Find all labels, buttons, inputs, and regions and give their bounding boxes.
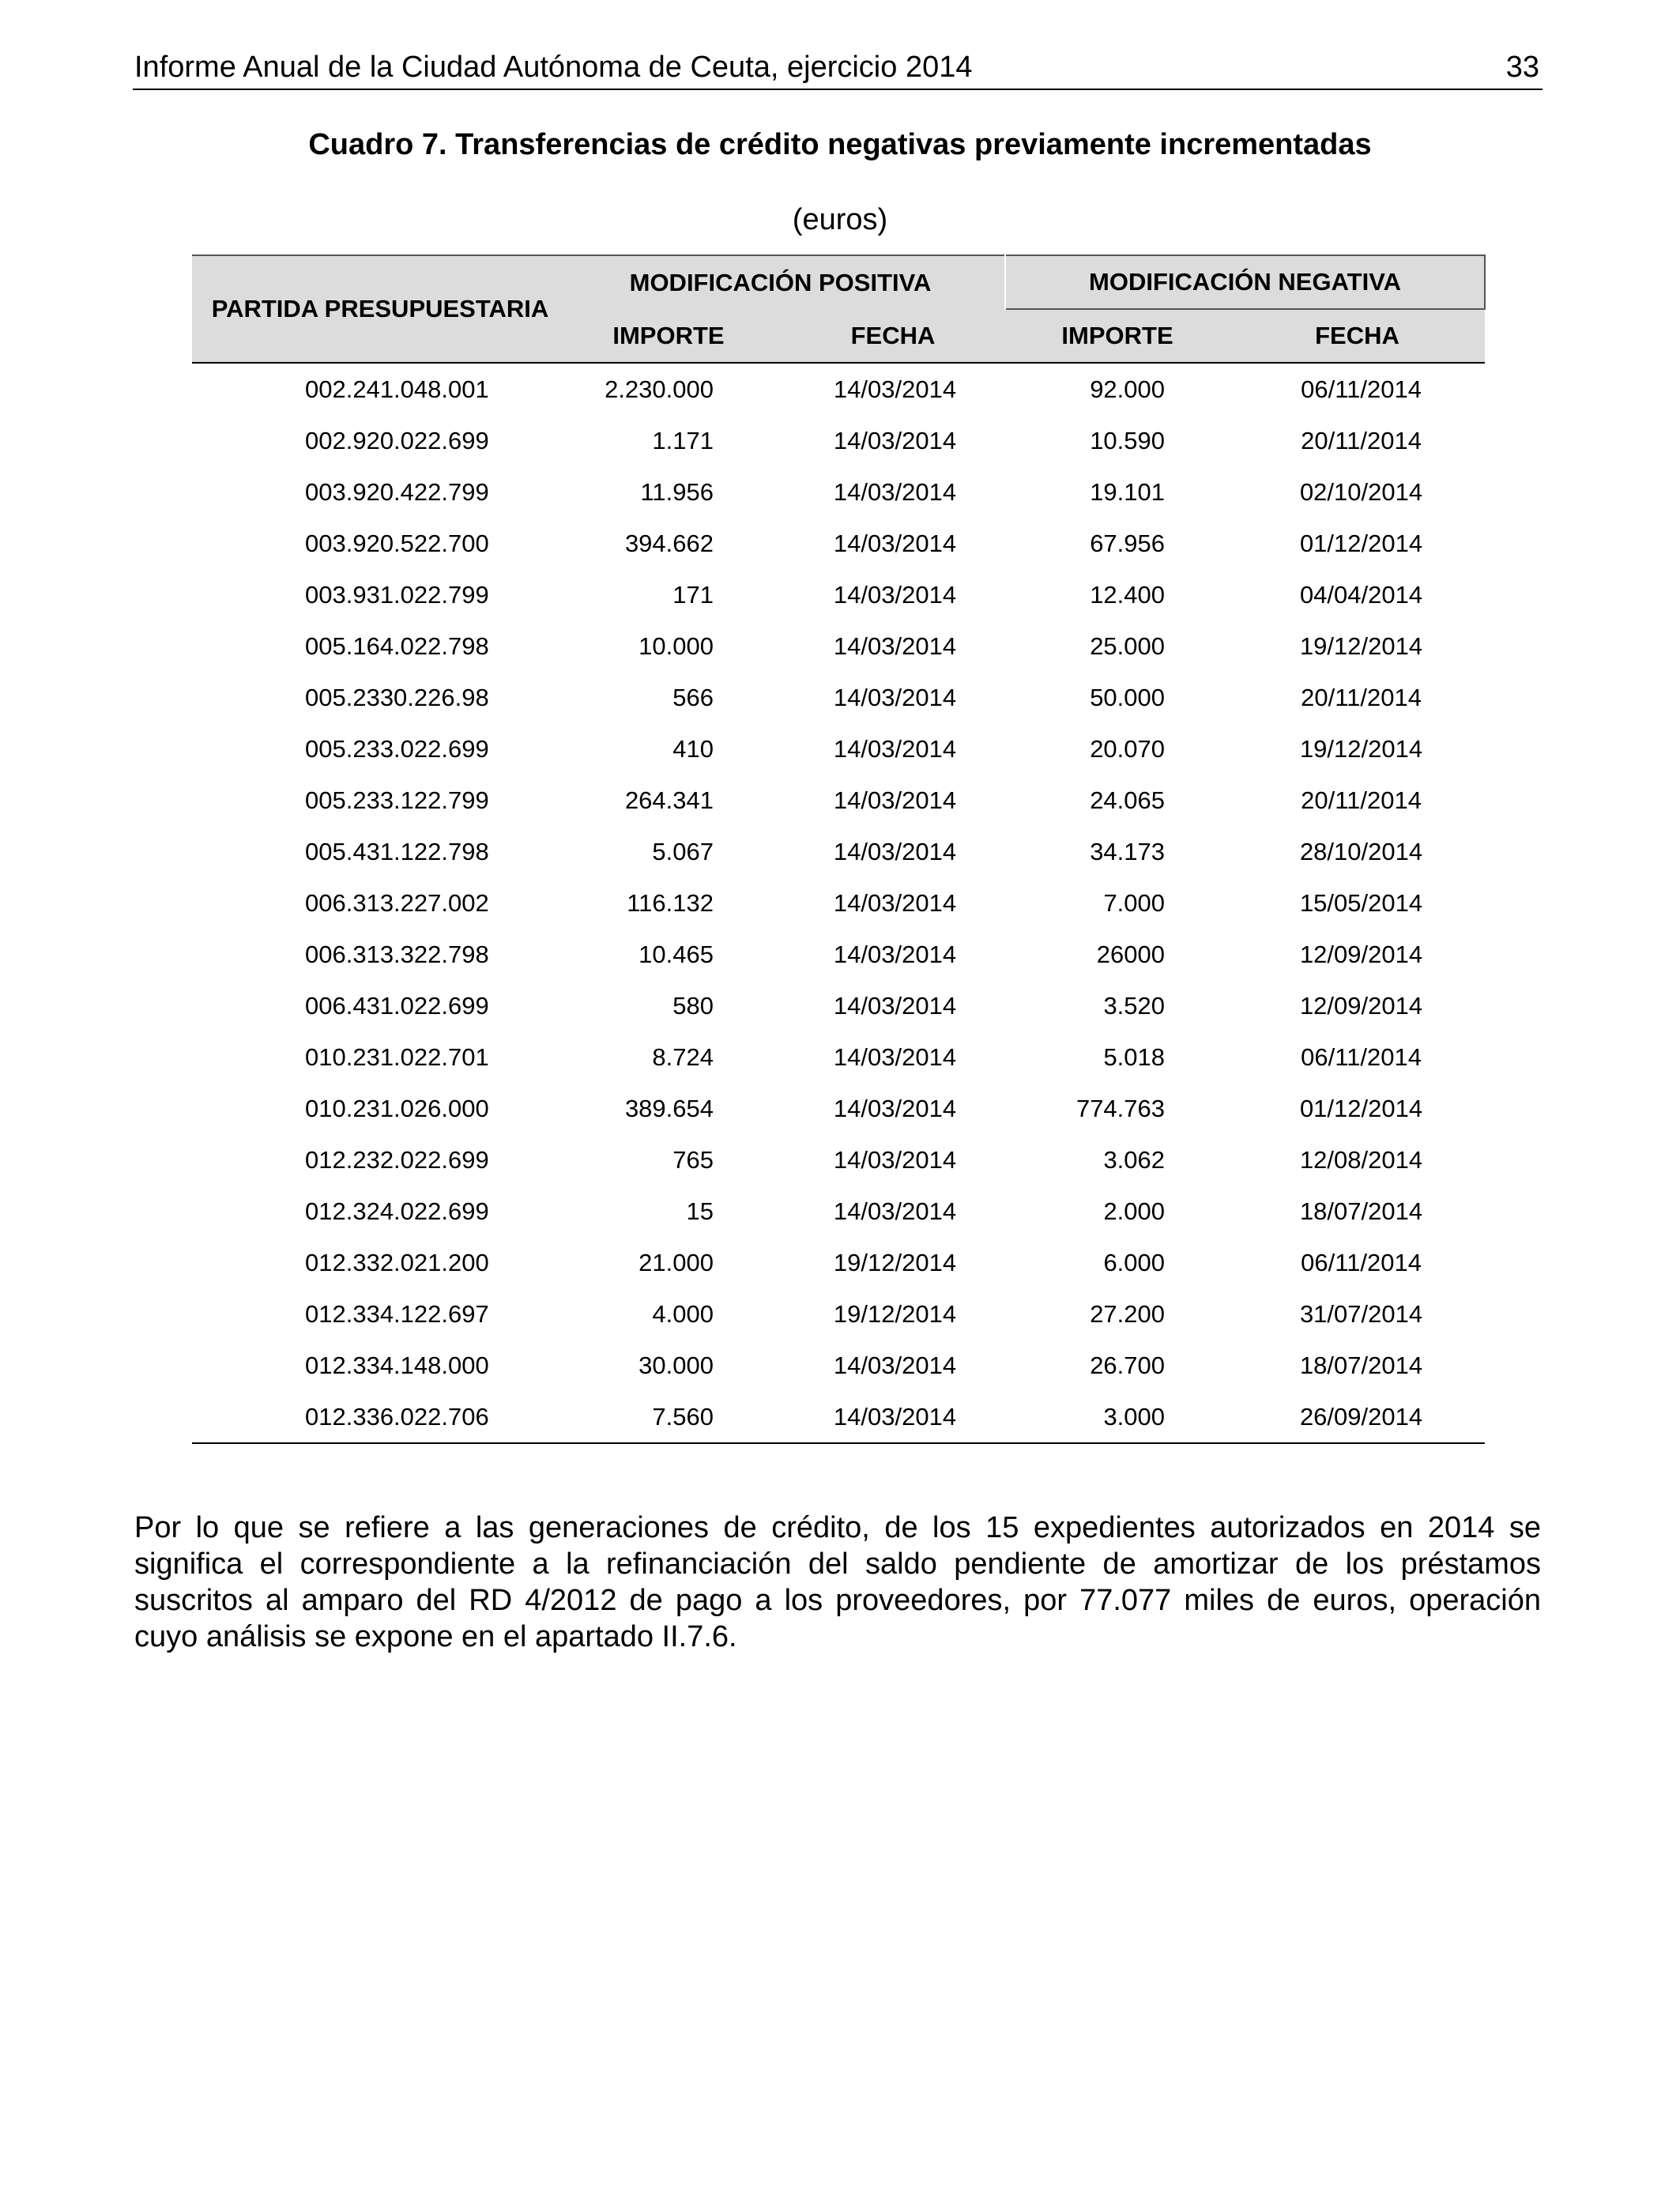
cell-partida: 005.431.122.798 [305, 837, 489, 865]
cell-importe-positiva: 566 [672, 683, 714, 711]
cell-partida: 005.164.022.798 [305, 631, 489, 660]
cell-importe-positiva: 8.724 [652, 1042, 714, 1071]
table-row [192, 775, 1485, 826]
page-number: 33 [1505, 51, 1539, 84]
cell-fecha-negativa: 01/12/2014 [1299, 529, 1423, 557]
table-row [192, 1031, 1485, 1083]
table-row [192, 672, 1485, 723]
cell-importe-negativa: 26000 [1096, 940, 1166, 968]
cell-fecha-positiva: 14/03/2014 [833, 529, 957, 557]
cell-importe-negativa: 92.000 [1090, 375, 1166, 403]
cell-fecha-negativa: 12/09/2014 [1299, 991, 1423, 1020]
cell-fecha-negativa: 04/04/2014 [1299, 580, 1423, 609]
cell-importe-positiva: 15 [686, 1197, 714, 1225]
cell-fecha-positiva: 14/03/2014 [833, 991, 957, 1020]
cell-importe-positiva: 4.000 [652, 1299, 714, 1328]
cell-fecha-positiva: 19/12/2014 [833, 1299, 957, 1328]
page-header [133, 47, 1543, 90]
cell-importe-negativa: 26.700 [1090, 1351, 1166, 1379]
cell-importe-negativa: 20.070 [1090, 734, 1166, 763]
cell-importe-positiva: 11.956 [640, 477, 714, 506]
cell-importe-positiva: 21.000 [638, 1248, 714, 1276]
table-row [192, 1288, 1485, 1340]
cell-fecha-positiva: 14/03/2014 [833, 1145, 957, 1174]
header-modificacion-positiva: MODIFICACIÓN POSITIVA [556, 255, 1005, 309]
cell-partida: 003.920.422.799 [305, 477, 489, 506]
cell-importe-negativa: 5.018 [1103, 1042, 1166, 1071]
header-fecha-negativa: FECHA [1230, 309, 1485, 363]
cell-importe-negativa: 34.173 [1090, 837, 1166, 865]
cell-importe-negativa: 3.520 [1103, 991, 1166, 1020]
table-title: Cuadro 7. Transferencias de crédito negativas previamente incrementadas [308, 128, 1372, 161]
cell-fecha-positiva: 14/03/2014 [833, 734, 957, 763]
cell-fecha-negativa: 19/12/2014 [1299, 631, 1423, 660]
cell-importe-negativa: 19.101 [1090, 477, 1166, 506]
cell-fecha-positiva: 14/03/2014 [833, 837, 957, 865]
cell-importe-negativa: 67.956 [1090, 529, 1166, 557]
cell-fecha-positiva: 14/03/2014 [833, 683, 957, 711]
cell-fecha-negativa: 20/11/2014 [1301, 683, 1422, 711]
cell-fecha-negativa: 28/10/2014 [1299, 837, 1423, 865]
cell-fecha-positiva: 14/03/2014 [833, 580, 957, 609]
cell-partida: 002.920.022.699 [305, 426, 489, 454]
report-title: Informe Anual de la Ciudad Autónoma de Ceuta, ejercicio 2014 [134, 51, 973, 84]
table-row [192, 877, 1485, 929]
cell-importe-negativa: 774.763 [1075, 1094, 1166, 1122]
cell-partida: 010.231.026.000 [305, 1094, 489, 1122]
cell-partida: 012.334.122.697 [305, 1299, 489, 1328]
cell-importe-negativa: 27.200 [1090, 1299, 1166, 1328]
table-header [192, 255, 1485, 363]
cell-importe-positiva: 410 [672, 734, 714, 763]
cell-fecha-negativa: 31/07/2014 [1299, 1299, 1423, 1328]
table-row [192, 569, 1485, 620]
table-row [192, 518, 1485, 569]
cell-partida: 005.2330.226.98 [305, 683, 489, 711]
cell-fecha-positiva: 14/03/2014 [833, 1042, 957, 1071]
header-row-groups [192, 255, 1485, 309]
cell-partida: 003.920.522.700 [305, 529, 489, 557]
cell-fecha-negativa: 06/11/2014 [1301, 1042, 1422, 1071]
cell-fecha-negativa: 06/11/2014 [1301, 375, 1422, 403]
cell-fecha-negativa: 01/12/2014 [1299, 1094, 1423, 1122]
cell-fecha-positiva: 14/03/2014 [833, 375, 957, 403]
cell-fecha-positiva: 14/03/2014 [833, 477, 957, 506]
cell-importe-positiva: 580 [672, 991, 714, 1020]
cell-importe-positiva: 264.341 [624, 786, 714, 814]
table-row [192, 363, 1485, 415]
cell-fecha-negativa: 06/11/2014 [1301, 1248, 1422, 1276]
table-row [192, 466, 1485, 518]
cell-partida: 005.233.122.799 [305, 786, 489, 814]
cell-fecha-negativa: 02/10/2014 [1299, 477, 1423, 506]
cell-fecha-positiva: 14/03/2014 [833, 426, 957, 454]
cell-fecha-negativa: 18/07/2014 [1299, 1351, 1423, 1379]
cell-importe-negativa: 3.000 [1005, 1391, 1230, 1443]
cell-importe-negativa: 6.000 [1103, 1248, 1166, 1276]
cell-importe-positiva: 394.662 [624, 529, 714, 557]
cell-fecha-negativa: 15/05/2014 [1299, 888, 1423, 917]
body-paragraph: Por lo que se refiere a las generaciones de crédito, de los 15 expedientes autorizados en 2014 se significa el correspondiente a la refinanciación del saldo pendiente de amortizar de los préstamos suscritos al amparo del RD 4/2012 de pago a los proveedores, por 77.077 miles de euros, operación cuyo análisis se expone en el apartado II.7.6. [134, 1511, 1541, 1653]
cell-partida: 012.336.022.706 [192, 1391, 556, 1443]
header-importe-negativa: IMPORTE [1005, 309, 1230, 363]
cell-partida: 010.231.022.701 [305, 1042, 489, 1071]
table-row [192, 826, 1485, 877]
cell-importe-negativa: 7.000 [1103, 888, 1166, 917]
cell-partida: 006.313.322.798 [305, 940, 489, 968]
table-row [192, 723, 1485, 775]
cell-fecha-negativa: 19/12/2014 [1299, 734, 1423, 763]
header-modificacion-negativa: MODIFICACIÓN NEGATIVA [1005, 255, 1485, 309]
cell-partida: 012.334.148.000 [305, 1351, 489, 1379]
table-row [192, 1237, 1485, 1288]
cell-fecha-negativa: 20/11/2014 [1301, 426, 1422, 454]
cell-fecha-positiva: 14/03/2014 [781, 1391, 1005, 1443]
header-importe-positiva: IMPORTE [556, 309, 781, 363]
cell-fecha-positiva: 14/03/2014 [833, 940, 957, 968]
cell-fecha-positiva: 14/03/2014 [833, 1351, 957, 1379]
cell-importe-negativa: 24.065 [1090, 786, 1166, 814]
cell-partida: 006.431.022.699 [305, 991, 489, 1020]
table-row [192, 929, 1485, 980]
cell-partida: 006.313.227.002 [305, 888, 489, 917]
transfers-table [192, 254, 1486, 1444]
table-row [192, 1340, 1485, 1391]
cell-importe-negativa: 50.000 [1090, 683, 1166, 711]
table-row [192, 415, 1485, 466]
cell-fecha-negativa: 12/09/2014 [1299, 940, 1423, 968]
cell-importe-positiva: 5.067 [652, 837, 714, 865]
table-body [192, 363, 1485, 1443]
table-row [192, 620, 1485, 672]
cell-fecha-positiva: 14/03/2014 [833, 1094, 957, 1122]
table-units: (euros) [792, 203, 888, 236]
cell-fecha-positiva: 14/03/2014 [833, 888, 957, 917]
cell-fecha-positiva: 14/03/2014 [833, 1197, 957, 1225]
cell-importe-positiva: 116.132 [627, 888, 714, 917]
cell-fecha-negativa: 26/09/2014 [1230, 1391, 1485, 1443]
table-row [192, 1391, 1485, 1443]
cell-importe-positiva: 765 [672, 1145, 714, 1174]
cell-fecha-negativa: 18/07/2014 [1299, 1197, 1423, 1225]
header-partida: PARTIDA PRESUPUESTARIA [192, 255, 556, 363]
cell-partida: 012.332.021.200 [305, 1248, 489, 1276]
table-row [192, 1083, 1485, 1134]
cell-importe-negativa: 12.400 [1090, 580, 1166, 609]
cell-partida: 012.324.022.699 [305, 1197, 489, 1225]
cell-importe-positiva: 389.654 [624, 1094, 714, 1122]
cell-fecha-positiva: 14/03/2014 [833, 631, 957, 660]
cell-importe-negativa: 2.000 [1103, 1197, 1166, 1225]
cell-importe-negativa: 3.062 [1103, 1145, 1166, 1174]
cell-importe-positiva: 10.000 [638, 631, 714, 660]
header-fecha-positiva: FECHA [781, 309, 1005, 363]
table-row [192, 1186, 1485, 1237]
table-row [192, 1134, 1485, 1186]
cell-importe-positiva: 171 [672, 580, 714, 609]
cell-importe-positiva: 2.230.000 [605, 375, 714, 403]
cell-importe-positiva: 30.000 [638, 1351, 714, 1379]
cell-importe-positiva: 1.171 [652, 426, 714, 454]
cell-fecha-positiva: 19/12/2014 [833, 1248, 957, 1276]
cell-partida: 002.241.048.001 [305, 375, 489, 403]
cell-partida: 003.931.022.799 [305, 580, 489, 609]
cell-importe-negativa: 10.590 [1090, 426, 1166, 454]
cell-fecha-negativa: 12/08/2014 [1299, 1145, 1423, 1174]
table-row [192, 980, 1485, 1031]
cell-fecha-negativa: 20/11/2014 [1301, 786, 1422, 814]
cell-importe-positiva: 10.465 [638, 940, 714, 968]
cell-importe-positiva: 7.560 [556, 1391, 781, 1443]
cell-importe-negativa: 25.000 [1090, 631, 1166, 660]
cell-fecha-positiva: 14/03/2014 [833, 786, 957, 814]
cell-partida: 005.233.022.699 [305, 734, 489, 763]
cell-partida: 012.232.022.699 [305, 1145, 489, 1174]
